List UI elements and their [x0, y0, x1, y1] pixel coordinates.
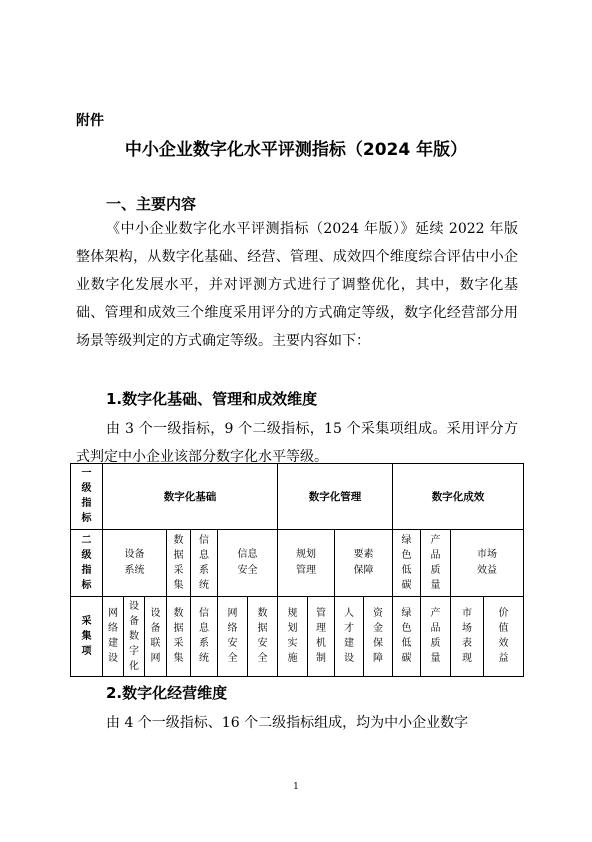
level2-cell: 规划管理: [278, 530, 335, 597]
indicator-table: [70, 463, 524, 677]
item-cell: 人才建设: [335, 597, 364, 677]
level2-cell: 数据采集: [167, 530, 191, 597]
item-cell: 数据安全: [248, 597, 278, 677]
item-cell: 价值效益: [484, 597, 524, 677]
intro-paragraph: 《中小企业数字化水平评测指标（2024 年版）》延续 2022 年版整体架构，从数字化基础、经营、管理、成效四个维度综合评估中小企业数字化发展水平，并对评测方式进行了调整优化，其中，数字化基础、管理和成效三个维度采用评分的方式确定等级，数字化经营部分用场景等级判定的方式确定等级。主要内容如下：: [76, 221, 518, 349]
subsection-heading-1: 1.数字化基础、管理和成效维度: [106, 390, 318, 408]
attachment-label: 附件: [76, 113, 104, 129]
subsection-2-paragraph: 由 4 个一级指标、16 个二级指标组成，均为中小企业数字: [106, 715, 469, 731]
subsection-heading-2: 2.数字化经营维度: [106, 684, 228, 702]
item-cell: 网络建设: [103, 597, 124, 677]
item-cell: 管理机制: [308, 597, 335, 677]
level2-cell: 市场效益: [451, 530, 524, 597]
level1-cell: 数字化管理: [278, 464, 393, 530]
item-cell: 规划实施: [278, 597, 308, 677]
document-title: 中小企业数字化水平评测指标（2024 年版）: [124, 140, 468, 160]
page-number: 1: [293, 782, 299, 792]
subsection-1-paragraph: 由 3 个一级指标，9 个二级指标，15 个采集项组成。采用评分方式判定中小企业该部分数字化水平等级。: [76, 421, 518, 465]
level2-cell: 产品质量: [421, 530, 451, 597]
table-row-level1: [71, 464, 524, 530]
level2-cell: 设备系统: [103, 530, 167, 597]
table-row-items: [71, 597, 524, 677]
item-cell: 资金保障: [364, 597, 393, 677]
row-label-level1: 一级指标: [71, 464, 103, 530]
level2-cell: 绿色低碳: [393, 530, 421, 597]
item-cell: 数据采集: [167, 597, 191, 677]
level2-cell: 信息系统: [191, 530, 218, 597]
row-label-level2: 二级指标: [71, 530, 103, 597]
item-cell: 信息系统: [191, 597, 218, 677]
row-label-items: 采集项: [71, 597, 103, 677]
section-heading-main-content: 一、主要内容: [106, 195, 197, 213]
item-cell: 市场表现: [451, 597, 484, 677]
item-cell: 产品质量: [421, 597, 451, 677]
item-cell: 设备数字化: [124, 597, 145, 677]
level1-cell: 数字化成效: [393, 464, 524, 530]
level2-cell: 信息安全: [218, 530, 278, 597]
item-cell: 绿色低碳: [393, 597, 421, 677]
level1-cell: 数字化基础: [103, 464, 278, 530]
table-row-level2: [71, 530, 524, 597]
item-cell: 网络安全: [218, 597, 248, 677]
level2-cell: 要素保障: [335, 530, 393, 597]
item-cell: 设备联网: [145, 597, 167, 677]
